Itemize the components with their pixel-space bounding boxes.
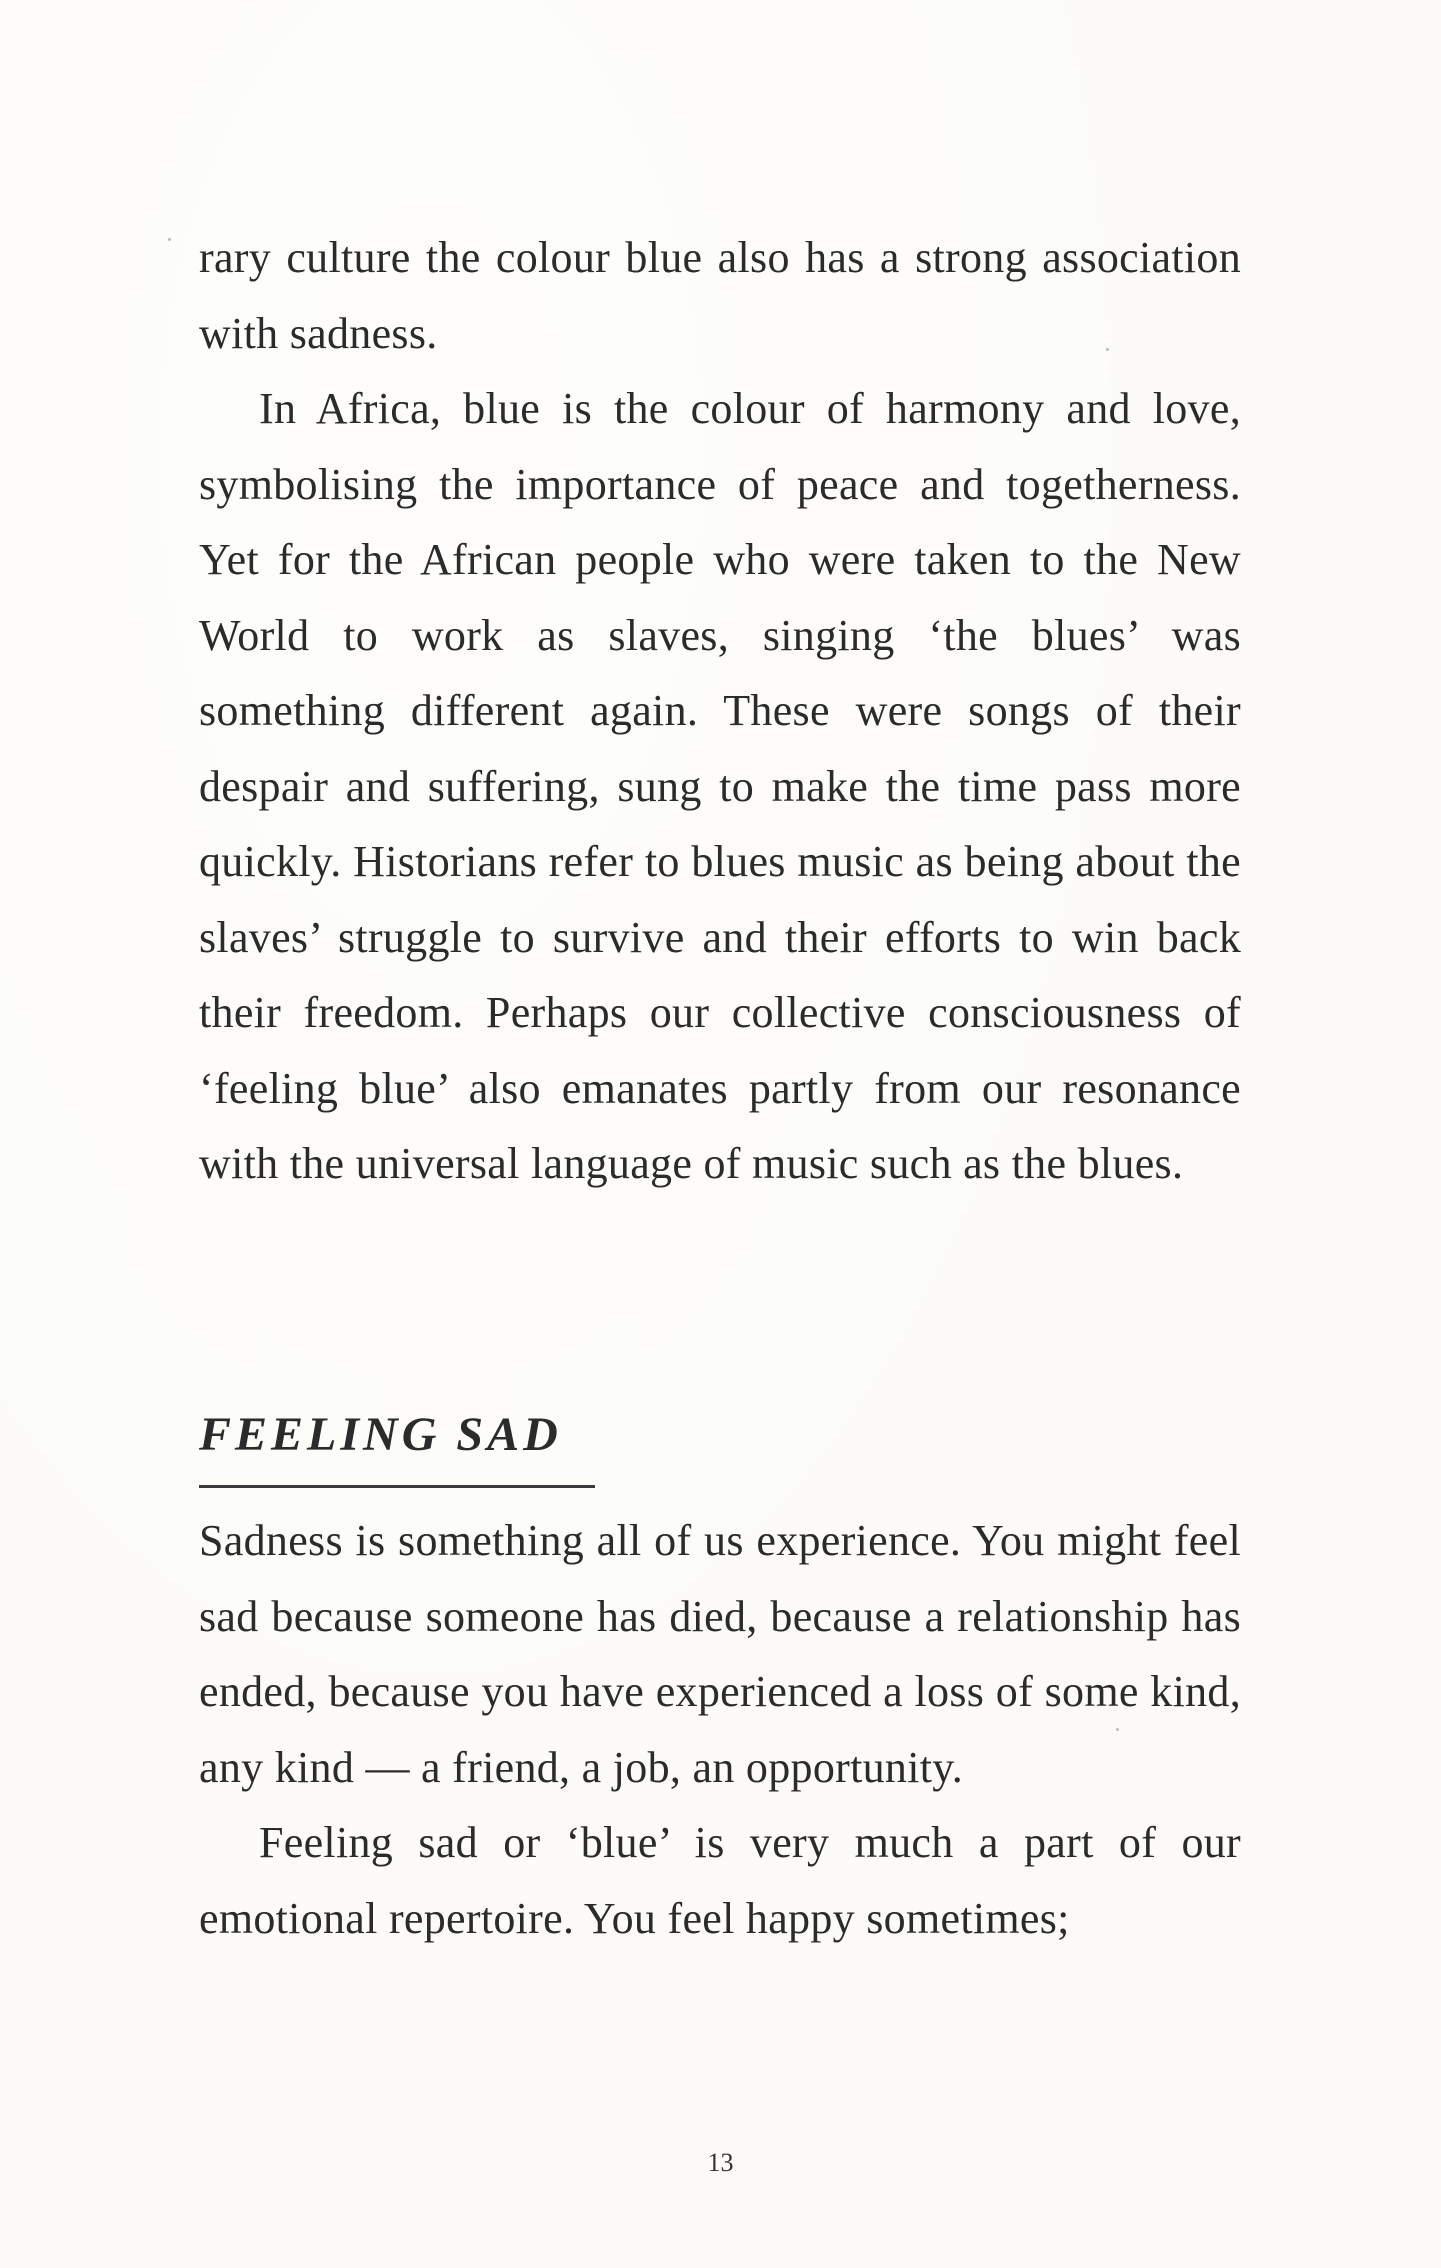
paragraph-africa-blues: In Africa, blue is the colour of harmony and love, symbolising the importance of peace and togetherness. Yet for the African people who were taken to the New World to work as slaves, singing ‘the blues’ was something different again. These were songs of their despair and suffering, sung to make the time pass more quickly. Historians refer to blues music as being about the slaves’ struggle to survive and their efforts to win back their freedom. Perhaps our collective consciousness of ‘feeling blue’ also emanates partly from our resonance with the universal language of music such as the blues. bbox=[199, 384, 1241, 1188]
paragraph-sadness: Sadness is something all of us experience. You might feel sad because someone has died, because a relationship has ended, because you have experienced a loss of some kind, any kind — a friend, a job, an opportunity. bbox=[199, 1516, 1241, 1792]
body-text-bottom bbox=[199, 1503, 1241, 1956]
paragraph-continuation: rary culture the colour blue also has a strong association with sadness. bbox=[199, 233, 1241, 358]
page-number: 13 bbox=[707, 2148, 734, 2177]
print-speck bbox=[168, 238, 171, 241]
section-heading-block bbox=[199, 1405, 595, 1488]
heading-underline bbox=[199, 1485, 595, 1488]
section-heading: FEELING SAD bbox=[199, 1408, 562, 1461]
paragraph-feeling-blue: Feeling sad or ‘blue’ is very much a part of our emotional repertoire. You feel happy sometimes; bbox=[199, 1818, 1241, 1943]
body-text-top bbox=[199, 220, 1241, 1202]
